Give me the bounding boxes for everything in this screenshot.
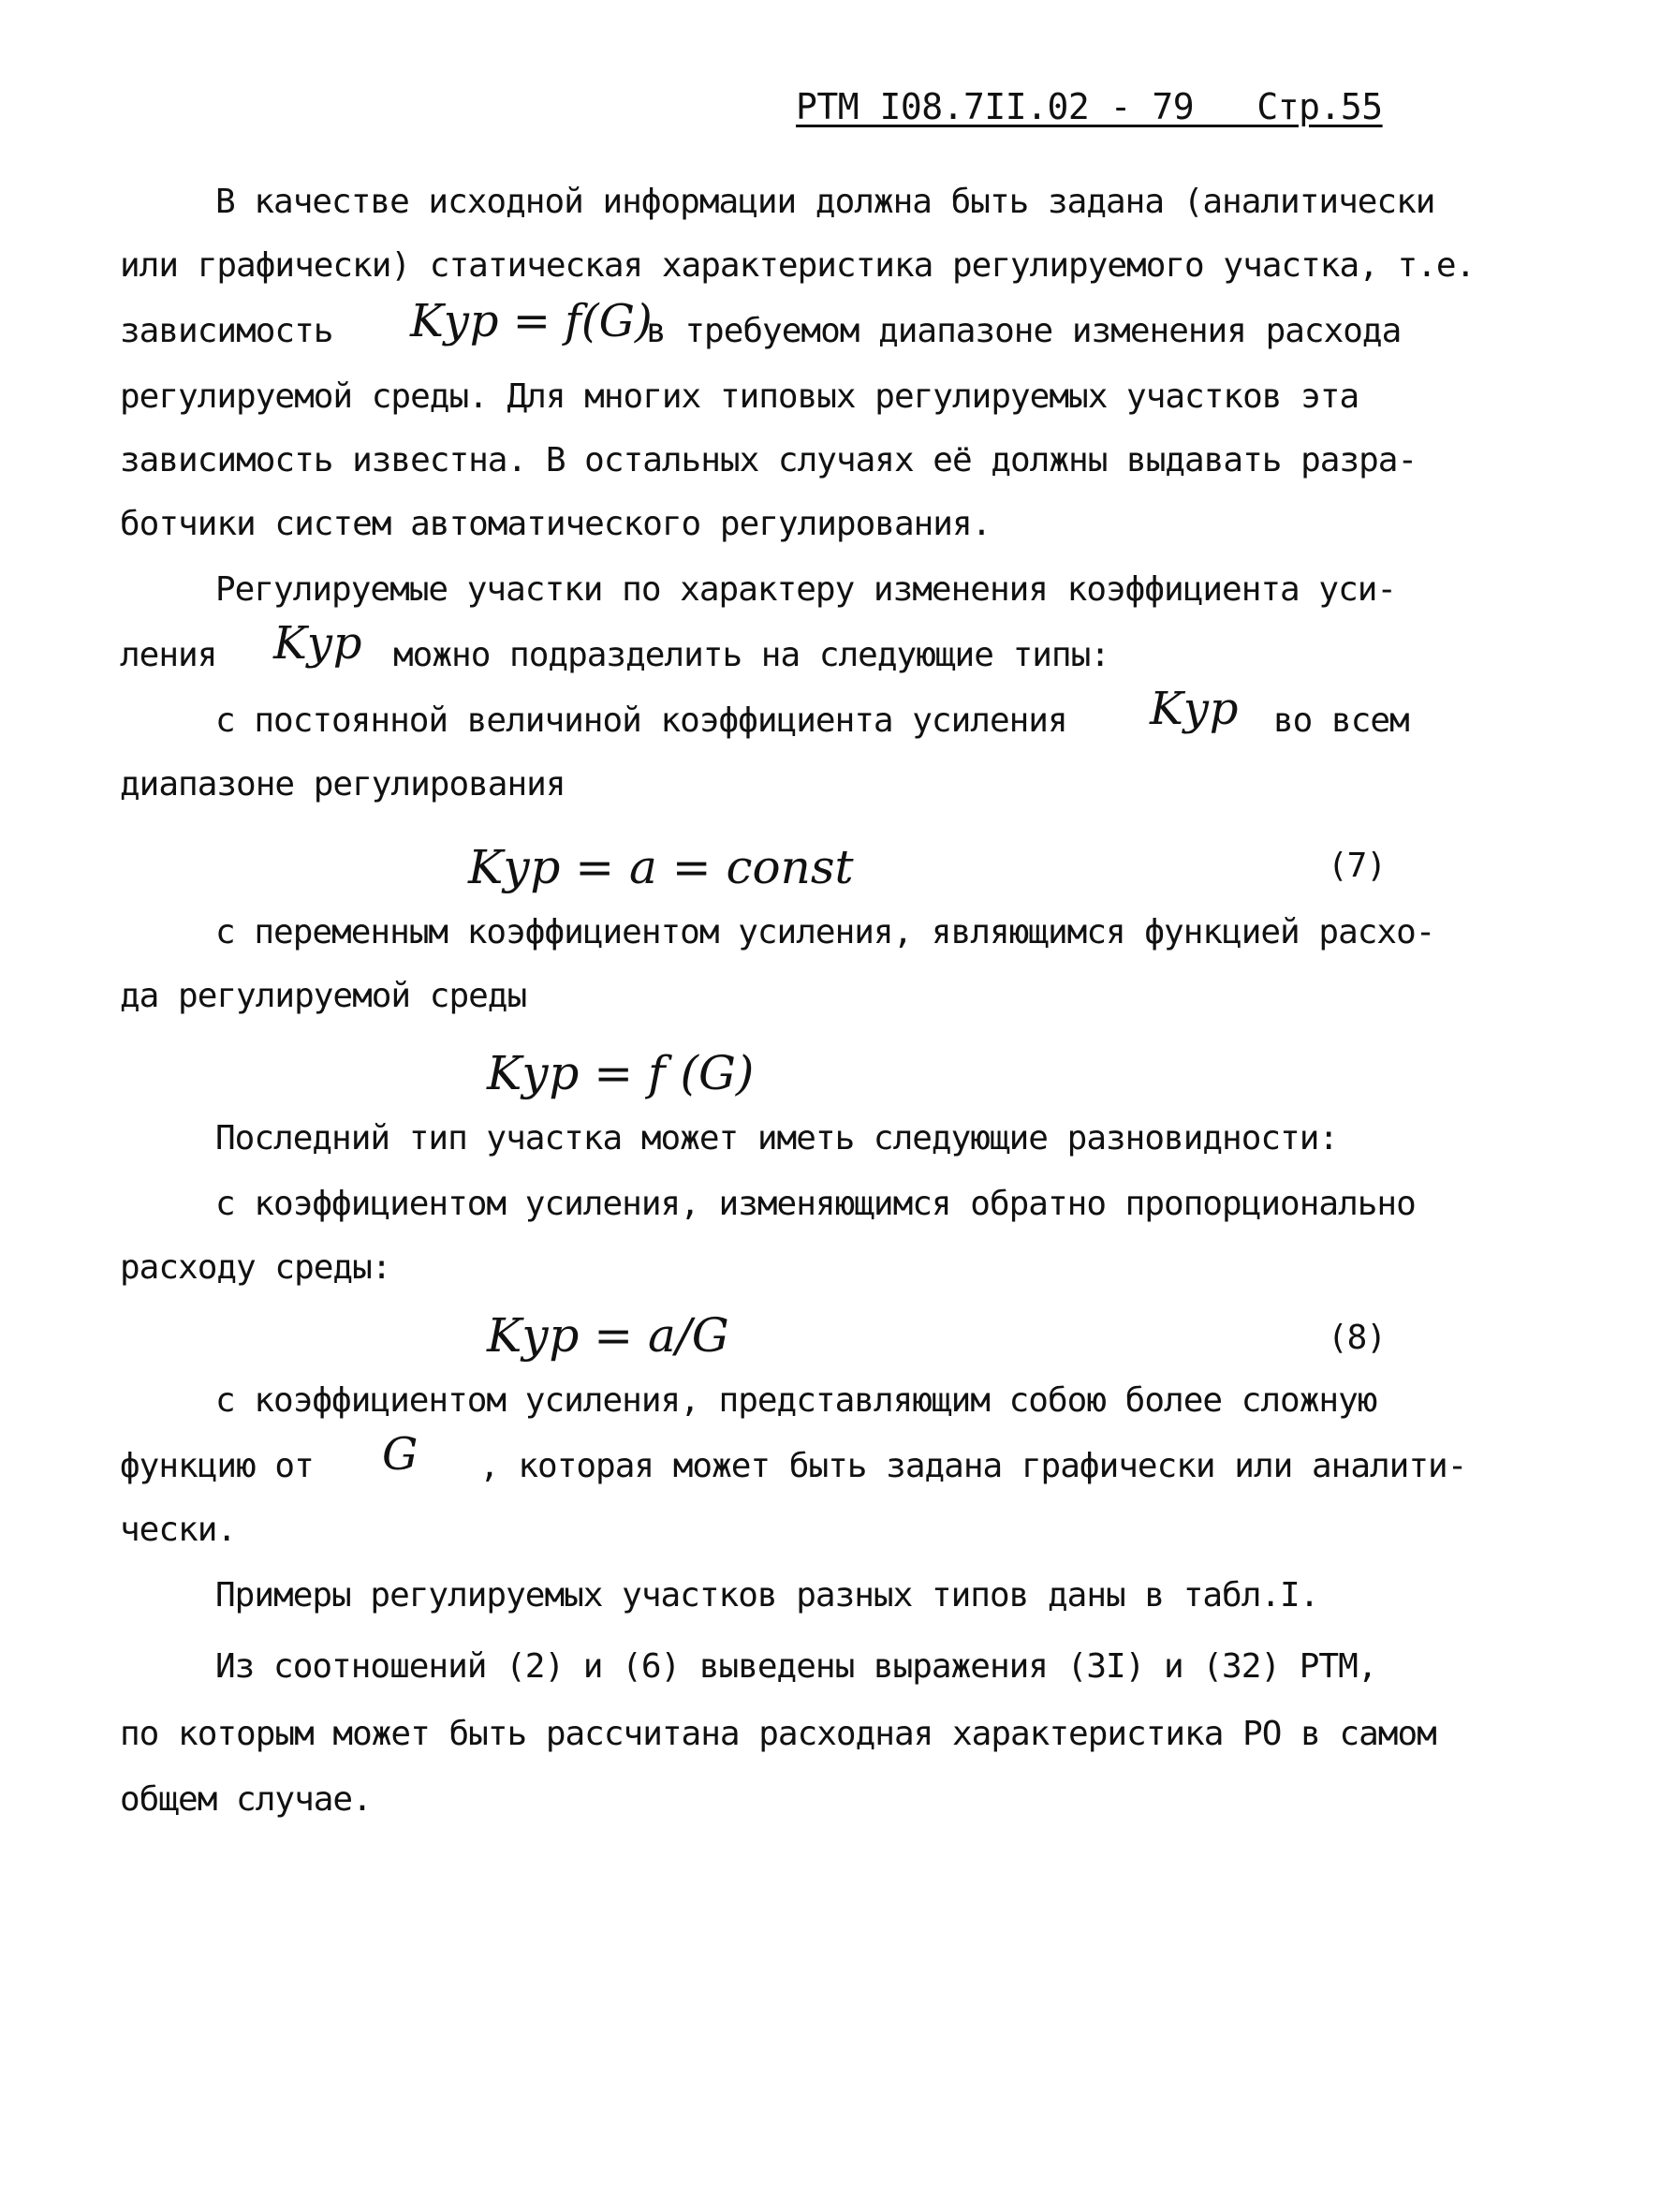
text-line: с постоянной величиной коэффициента усиления bbox=[215, 701, 1067, 740]
text-line: расходу среды: bbox=[120, 1248, 391, 1287]
text-line: ления bbox=[120, 636, 217, 674]
text-line: Примеры регулируемых участков разных типов даны в табл.I. bbox=[215, 1576, 1319, 1615]
text-line: зависимость bbox=[120, 312, 333, 350]
text-line: по которым может быть рассчитана расходная характеристика РО в самом bbox=[120, 1715, 1436, 1753]
text-line: чески. bbox=[120, 1511, 237, 1549]
text-line: Последний тип участка может иметь следующие разновидности: bbox=[215, 1119, 1339, 1158]
text-line: общем случае. bbox=[120, 1780, 372, 1819]
inline-formula: Kур = f(G) bbox=[410, 295, 653, 347]
inline-formula: G bbox=[382, 1428, 419, 1481]
page-header: РТМ I08.7II.02 - 79 Стр.55 bbox=[796, 86, 1383, 127]
text-line: В качестве исходной информации должна быть задана (аналитически bbox=[215, 183, 1435, 221]
equation-7: Kур = a = const bbox=[468, 840, 854, 894]
inline-formula: Kур bbox=[273, 617, 362, 670]
text-line: во всем bbox=[1273, 701, 1409, 740]
text-line: Из соотношений (2) и (6) выведены выражения (3I) и (32) РТМ, bbox=[215, 1647, 1377, 1686]
text-line: Регулируемые участки по характеру изменения коэффициента уси- bbox=[215, 570, 1397, 609]
equation-number: (7) bbox=[1328, 847, 1387, 885]
text-line: функцию от bbox=[120, 1447, 314, 1485]
equation-number: (8) bbox=[1328, 1319, 1387, 1357]
text-line: с переменным коэффициентом усиления, являющимся функцией расхо- bbox=[215, 913, 1435, 951]
text-line: в требуемом диапазоне изменения расхода bbox=[646, 312, 1402, 350]
text-line: , которая может быть задана графически или аналити- bbox=[479, 1447, 1467, 1485]
text-line: с коэффициентом усиления, изменяющимся обратно пропорционально bbox=[215, 1185, 1416, 1223]
text-line: да регулируемой среды bbox=[120, 977, 527, 1015]
equation-8: Kур = a/G bbox=[487, 1308, 729, 1363]
text-line: регулируемой среды. Для многих типовых регулируемых участков эта bbox=[120, 377, 1359, 416]
inline-formula: Kур bbox=[1150, 683, 1239, 735]
text-line: ботчики систем автоматического регулирования. bbox=[120, 505, 992, 543]
equation-function: Kур = f (G) bbox=[487, 1046, 755, 1100]
text-line: можно подразделить на следующие типы: bbox=[393, 636, 1109, 674]
text-line: с коэффициентом усиления, представляющим собою более сложную bbox=[215, 1381, 1377, 1420]
text-line: или графически) статическая характеристика регулируемого участка, т.е. bbox=[120, 246, 1476, 285]
text-line: зависимость известна. В остальных случаях её должны выдавать разра- bbox=[120, 441, 1418, 479]
text-line: диапазоне регулирования bbox=[120, 765, 566, 804]
